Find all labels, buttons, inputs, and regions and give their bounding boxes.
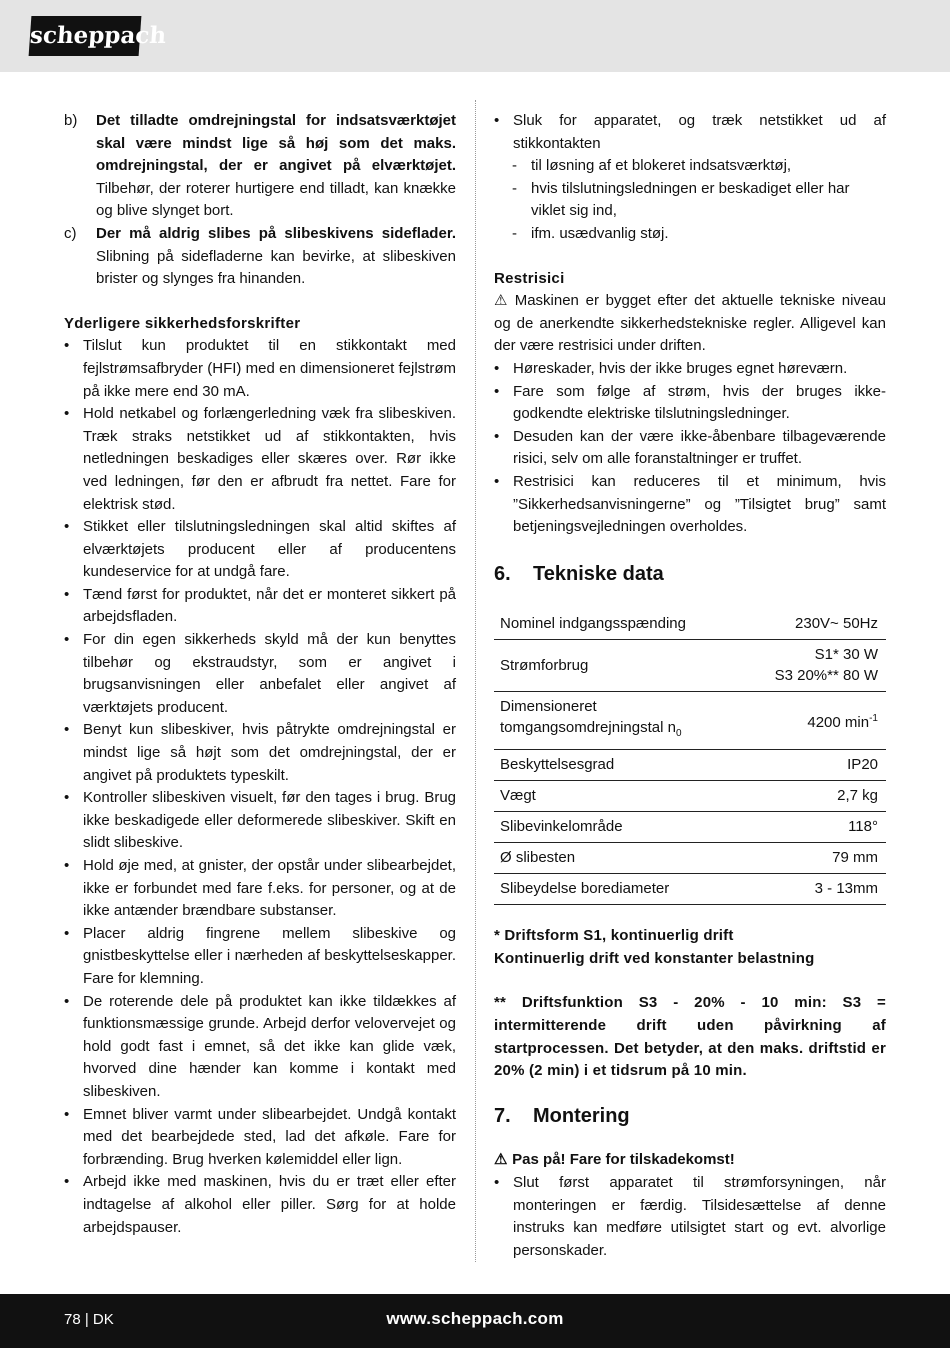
list-item: • Høreskader, hvis der ikke bruges egnet høreværn.	[494, 359, 848, 377]
section-6-heading	[494, 563, 886, 586]
list-item-b	[64, 110, 456, 223]
subscript: 0	[675, 728, 682, 740]
website-link[interactable]: www.scheppach.com	[386, 1309, 564, 1328]
spec-value-line: S1* 30 W	[814, 646, 878, 664]
spec-label-line: Dimensioneret	[500, 698, 597, 716]
section-title: Montering	[533, 1104, 630, 1127]
list-item: • Hold netkabel og forlængerledning væk fra slibeskiven. Træk straks netstikket ud af stikkontakten, hvis netledningen beskadiges eller skæres over. Rør ikke ved ledningen, før den er afbrudt fra nettet. Fare for elektrisk stød.	[64, 405, 456, 513]
spec-value: IP20	[741, 750, 886, 781]
spec-label	[494, 692, 741, 750]
bullet-text: For din egen sikkerheds skyld må der kun benyttes tilbehør og ekstraudstyr, som er angivet i brugsanvisningen eller anbefalet eller angivet af værktøjets producent.	[83, 631, 456, 716]
warning-triangle-icon: ⚠	[494, 1151, 508, 1169]
restrisici-text: Maskinen er bygget efter det aktuelle tekniske niveau og de anerkendte sikkerhedstekniske regler. Alligevel kan der være restrisici under driften.	[494, 292, 886, 355]
dash-text: hvis tilslutningsledningen er beskadiget eller har viklet sig ind,	[531, 179, 850, 220]
list-item: • Tænd først for produktet, når det er monteret sikkert på arbejdsfladen.	[64, 585, 456, 626]
spec-value-text: 4200 min	[807, 713, 870, 731]
spec-label: Slibeydelse borediameter	[494, 874, 741, 905]
spec-label: Slibevinkelområde	[494, 812, 741, 843]
dash-item: - ifm. usædvanlig støj.	[512, 224, 669, 242]
right-column	[494, 110, 886, 1262]
dash-text: til løsning af et blokeret indsatsværktøj,	[531, 157, 792, 175]
table-row	[494, 781, 886, 812]
warning-text: Pas på! Fare for tilskadekomst!	[512, 1151, 735, 1169]
page-header	[0, 0, 950, 72]
item-text: Slibning på sidefladerne kan bevirke, at slibeskiven brister og slynges fra hinanden.	[96, 247, 456, 288]
bullet-text: Tænd først for produktet, når det er monteret sikkert på arbejdsfladen.	[83, 585, 456, 626]
list-item: • For din egen sikkerheds skyld må der kun benyttes tilbehør og ekstraudstyr, som er angivet i brugsanvisningen eller anbefalet eller angivet af værktøjets producent.	[64, 631, 456, 716]
bullet-text: Benyt kun slibeskiver, hvis påtrykte omdrejningstal er mindst lige så højt som det omdrejningstal, der er angivet på produktets typeskilt.	[83, 721, 456, 784]
spec-value: 118°	[741, 812, 886, 843]
bullet-text: Hold netkabel og forlængerledning væk fra slibeskiven. Træk straks netstikket ud af stikkontakten, hvis netledningen beskadiges eller skæres over. Rør ikke ved ledningen, før den er afbrudt fra nettet. Fare for elektrisk stød.	[83, 405, 456, 513]
page-footer	[0, 1294, 950, 1348]
bullet-text: Slut først apparatet til strømforsyningen, når monteringen er færdig. Tilsidesættelse af denne instruks kan medføre utilsigtet start og evt. alvorlige personskader.	[513, 1174, 886, 1259]
table-row	[494, 750, 886, 781]
list-item: • Emnet bliver varmt under slibearbejdet. Undgå kontakt med det bearbejdede sted, lad det afkøle. Fare for forbrænding. Brug hverken kølemiddel eller lign.	[64, 1105, 456, 1168]
item-bold-text: Der må aldrig slibes på slibeskivens sideflader.	[96, 224, 456, 242]
bullet-text: Emnet bliver varmt under slibearbejdet. Undgå kontakt med det bearbejdede sted, lad det afkøle. Fare for forbrænding. Brug hverken kølemiddel eller lign.	[83, 1105, 456, 1168]
spec-label: Strømforbrug	[494, 640, 741, 692]
page-number: 78 | DK	[64, 1311, 114, 1328]
table-row	[494, 640, 886, 692]
table-row	[494, 843, 886, 874]
list-item: • De roterende dele på produktet kan ikke tildækkes af funktionsmæssige grunde. Arbejd derfor velovervejet og hold godt fast i emnet, så det ikke kan glide væk, hvorved dine hænder kan komme i kontakt med slibeskiven.	[64, 992, 456, 1100]
note-line: * Driftsform S1, kontinuerlig drift	[494, 927, 734, 945]
section-number: 7.	[494, 1104, 511, 1127]
list-item: • Stikket eller tilslutningsledningen skal altid skiftes af elværktøjets producent eller af producentens kundeservice for at undgå fare.	[64, 518, 456, 581]
bullet-text: Arbejd ikke med maskinen, hvis du er træt eller efter indtagelse af alkohol eller piller. Sørg for at holde arbejdspauser.	[83, 1173, 456, 1236]
bullet-text: Sluk for apparatet, og træk netstikket ud af stikkontakten	[513, 112, 886, 152]
spec-value-line: S3 20%** 80 W	[774, 667, 878, 685]
note-s1	[494, 925, 886, 970]
list-item: • Slut først apparatet til strømforsyningen, når monteringen er færdig. Tilsidesættelse af denne instruks kan medføre utilsigtet start og evt. alvorlige personskader.	[494, 1174, 886, 1259]
item-label: c)	[64, 224, 77, 242]
bullet-text: Desuden kan der være ikke-åbenbare tilbageværende risici, selv om alle foranstaltninger er truffet.	[513, 427, 886, 468]
bullet-text: Placer aldrig fingrene mellem slibeskive og gnistbeskyttelse eller i nærheden af beskyttelseskapper. Fare for klemning.	[83, 924, 456, 987]
bullet-text: Høreskader, hvis der ikke bruges egnet høreværn.	[513, 359, 848, 377]
table-row	[494, 609, 886, 640]
restrisici-paragraph	[494, 290, 886, 358]
list-item-c	[64, 223, 456, 291]
spec-label: Vægt	[494, 781, 741, 812]
section-title: Tekniske data	[533, 562, 664, 585]
spec-label: Beskyttelsesgrad	[494, 750, 741, 781]
spec-label: Ø slibesten	[494, 843, 741, 874]
bullet-text: Fare som følge af strøm, hvis der bruges ikke-godkendte elektriske tilslutningsledninger.	[513, 382, 886, 423]
list-item: • Restrisici kan reduceres til et minimum, hvis ”Sikkerhedsanvisningerne” og ”Tilsigtet brug” samt betjeningsvejledningen overholdes.	[494, 472, 886, 536]
spec-value	[741, 640, 886, 692]
item-bold-text: Det tilladte omdrejningstal for indsatsværktøjet skal være mindst lige så høj som det maks. omdrejningstal, der er angivet på elværktøjet.	[96, 112, 456, 175]
list-item: • Desuden kan der være ikke-åbenbare tilbageværende risici, selv om alle foranstaltninger er truffet.	[494, 427, 886, 468]
column-divider	[475, 100, 476, 1262]
scheppach-logo: scheppach	[29, 16, 142, 56]
section-number: 6.	[494, 562, 511, 585]
dash-item: - til løsning af et blokeret indsatsværktøj,	[512, 157, 792, 175]
warning-heading	[494, 1149, 886, 1172]
bullet-text: Stikket eller tilslutningsledningen skal altid skiftes af elværktøjets producent eller af producentens kundeservice for at undgå fare.	[83, 518, 456, 581]
bullet-text: Kontroller slibeskiven visuelt, før den tages i brug. Brug ikke beskadigede eller deformerede slibeskiver. Skift en slidt slibeskive.	[83, 789, 456, 852]
spec-label-line: tomgangsomdrejningstal n	[500, 719, 676, 737]
spec-value: 3 - 13mm	[741, 874, 886, 905]
list-item: • Sluk for apparatet, og træk netstikket ud af stikkontakten	[494, 112, 886, 152]
restrisici-heading: Restrisici	[494, 269, 565, 287]
bullet-text: De roterende dele på produktet kan ikke tildækkes af funktionsmæssige grunde. Arbejd derfor velovervejet og hold godt fast i emnet, så det ikke kan glide væk, hvorved dine hænder kan komme i kontakt med slibeskiven.	[83, 992, 456, 1100]
spec-value: 79 mm	[741, 843, 886, 874]
spec-value: 2,7 kg	[741, 781, 886, 812]
section-7-heading	[494, 1105, 886, 1128]
note-line: Kontinuerlig drift ved konstanter belastning	[494, 949, 815, 967]
list-item: • Hold øje med, at gnister, der opstår under slibearbejdet, ikke er forbundet med fare f.eks. for personer, og at de ikke antænder brændbare substanser.	[64, 857, 456, 920]
bullet-text: Hold øje med, at gnister, der opstår under slibearbejdet, ikke er forbundet med fare f.eks. for personer, og at de ikke antænder brændbare substanser.	[83, 857, 456, 920]
item-text: Tilbehør, der roterer hurtigere end tilladt, kan knække og blive slynget bort.	[96, 179, 456, 220]
bullet-text: Tilslut kun produktet til en stikkontakt med fejlstrømsafbryder (HFI) med en dimensioneret fejlstrøm på ikke mere end 30 mA.	[83, 337, 456, 400]
dash-item: - hvis tilslutningsledningen er beskadiget eller har viklet sig ind,	[512, 179, 850, 220]
item-label: b)	[64, 112, 78, 129]
section-heading: Yderligere sikkerhedsforskrifter	[64, 314, 301, 332]
table-row	[494, 812, 886, 843]
warning-triangle-icon: ⚠	[494, 292, 508, 310]
note-s3: ** Driftsfunktion S3 - 20% - 10 min: S3 = intermitterende drift uden påvirkning af startprocessen. Det betyder, at den maks. driftstid er 20% (2 min) i et tidsrum på 10 min.	[494, 994, 886, 1080]
left-column	[64, 110, 456, 1239]
bullet-text: Restrisici kan reduceres til et minimum, hvis ”Sikkerhedsanvisningerne” og ”Tilsigtet brug” samt betjeningsvejledningen overholdes.	[513, 472, 886, 536]
spec-value	[741, 692, 886, 750]
list-item: • Tilslut kun produktet til en stikkontakt med fejlstrømsafbryder (HFI) med en dimensioneret fejlstrøm på ikke mere end 30 mA.	[64, 337, 456, 400]
list-item: • Placer aldrig fingrene mellem slibeskive og gnistbeskyttelse eller i nærheden af beskyttelseskapper. Fare for klemning.	[64, 924, 456, 987]
tech-data-table	[494, 609, 886, 905]
list-item: • Arbejd ikke med maskinen, hvis du er træt eller efter indtagelse af alkohol eller piller. Sørg for at holde arbejdspauser.	[64, 1173, 456, 1236]
table-row	[494, 692, 886, 750]
table-row	[494, 874, 886, 905]
dash-text: ifm. usædvanlig støj.	[531, 224, 669, 242]
superscript: -1	[869, 712, 878, 724]
spec-label: Nominel indgangsspænding	[494, 609, 741, 640]
list-item: • Kontroller slibeskiven visuelt, før den tages i brug. Brug ikke beskadigede eller deformerede slibeskiver. Skift en slidt slibeskive.	[64, 789, 456, 852]
spec-value: 230V~ 50Hz	[741, 609, 886, 640]
list-item: • Fare som følge af strøm, hvis der bruges ikke-godkendte elektriske tilslutningsledninger.	[494, 382, 886, 423]
list-item: • Benyt kun slibeskiver, hvis påtrykte omdrejningstal er mindst lige så højt som det omdrejningstal, der er angivet på produktets typeskilt.	[64, 721, 456, 784]
